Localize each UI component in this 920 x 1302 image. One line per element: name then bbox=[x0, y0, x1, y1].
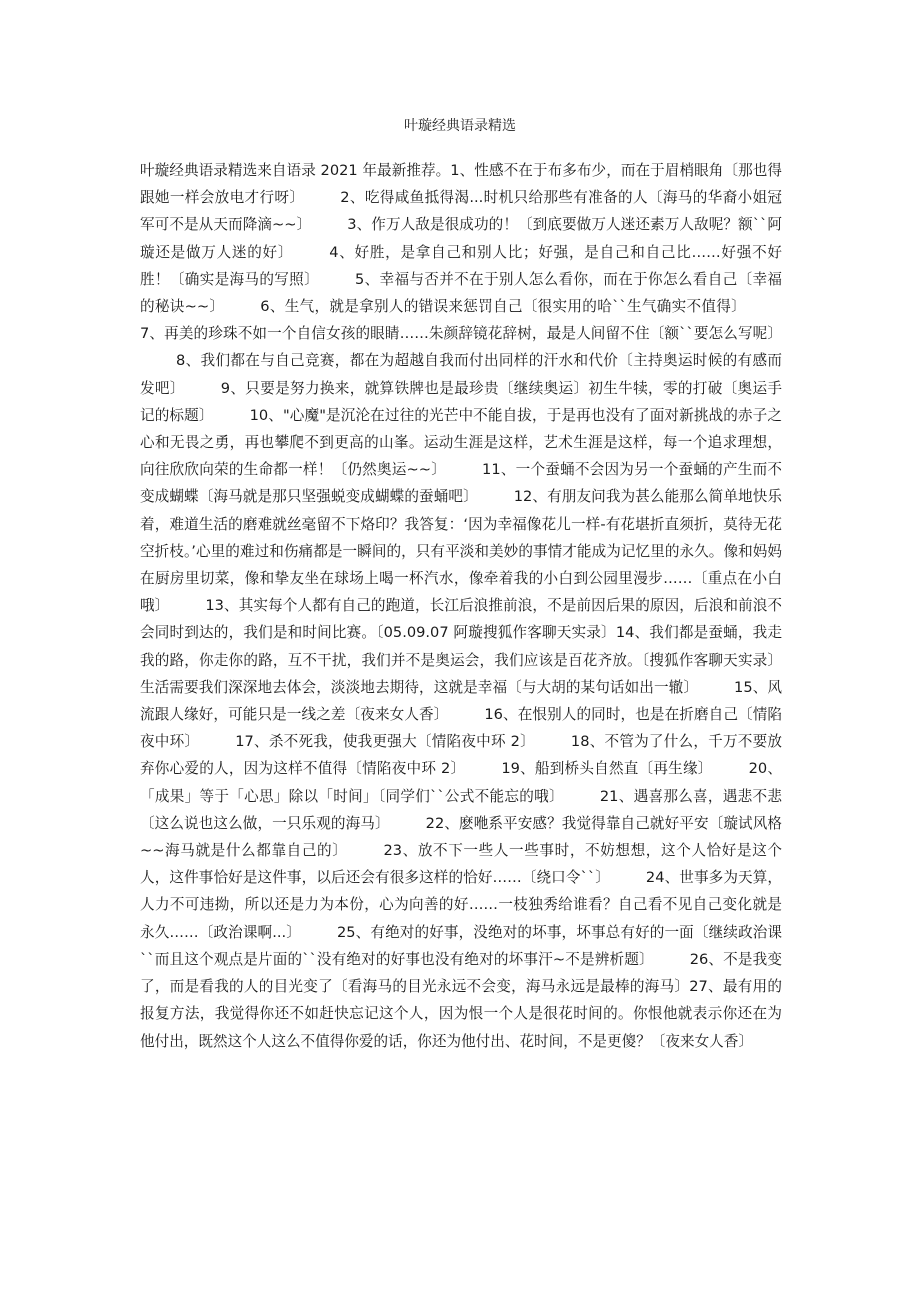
quote-segment: 9、只要是努力换来，就算铁牌也是最珍贵〔继续奥运〕初生牛犊，零的打破〔奥运手记的标题〕 bbox=[140, 379, 782, 424]
quote-segment: 2、吃得咸鱼抵得渴...时机只给那些有准备的人〔海马的华裔小姐冠军可不是从天而降滴~~〕 bbox=[140, 189, 782, 234]
quote-segment: 20、「成果」等于「心思」除以「时间」〔同学们``公式不能忘的哦〕 bbox=[140, 760, 782, 805]
quote-segment: 23、放不下一些人一些事时，不妨想想，这个人恰好是这个人，这件事恰好是这件事，以后还会有很多这样的恰好……〔绕口令``〕 bbox=[140, 842, 782, 887]
quote-segment: 叶璇经典语录精选来自语录 2021 年最新推荐。1、性感不在于布多布少，而在于眉梢眼角〔那也得跟她一样会放电才行呀〕 bbox=[140, 162, 782, 207]
document-title: 叶璇经典语录精选 bbox=[404, 118, 516, 134]
quote-segment: 24、世事多为天算，人力不可违拗，所以还是力为本份，心为向善的好……一枝独秀给谁看？自己看不见自己变化就是永久……〔政治课啊...〕 bbox=[140, 869, 782, 941]
quote-segment: 26、不是我变了，而是看我的人的目光变了〔看海马的目光永远不会变，海马永远是最棒的海马〕 bbox=[140, 950, 782, 996]
quote-segment: 6、生气，就是拿别人的错误来惩罚自己〔很实用的哈``生气确实不值得〕 bbox=[260, 298, 746, 316]
quote-segment: 5、幸福与否并不在于别人怎么看你，而在于你怎么看自己〔幸福的秘诀~~〕 bbox=[140, 270, 782, 316]
quote-segment: 19、船到桥头自然直〔再生缘〕 bbox=[501, 760, 713, 778]
quote-segment: 4、好胜，是拿自己和别人比；好强，是自己和自己比……好强不好胜！〔确实是海马的写照〕 bbox=[140, 243, 782, 288]
quote-segment: 27、最有用的报复方法，我觉得你还不如赶快忘记这个人，因为恨一个人是很花时间的。你恨他就表示你还在为他付出，既然这个人这么不值得你爱的话，你还为他付出、花时间，不是更傻？〔夜来女人香〕 bbox=[140, 978, 782, 1050]
quote-segment: 10、"心魔"是沉沦在过往的光芒中不能自拔，于是再也没有了面对新挑战的赤子之心和无畏之勇，再也攀爬不到更高的山峯。运动生涯是这样，艺术生涯是这样，每一个追求理想，向往欣欣向荣的生命都一样！〔仍然奥运~~〕 bbox=[140, 406, 782, 479]
quote-segment: 25、有绝对的好事，没绝对的坏事，坏事总有好的一面〔继续政治课``而且这个观点是片面的``没有绝对的好事也没有绝对的坏事汗~不是辨析题〕 bbox=[140, 923, 783, 968]
quote-segment: 22、麽咃系平安感？我觉得靠自己就好平安〔璇试风格~~海马就是什么都靠自己的〕 bbox=[140, 814, 782, 860]
quote-segment: 14、我们都是蚕蛹，我走我的路，你走你的路，互不干扰，我们并不是奥运会，我们应该是百花齐放。〔搜狐作客聊天实录〕生活需要我们深深地去体会，淡淡地去期待，这就是幸福〔与大胡的某句话如出一辙〕 bbox=[140, 624, 782, 696]
quote-segment: 15、风流跟人缘好，可能只是一线之差〔夜来女人香〕 bbox=[140, 678, 782, 724]
quote-segment: 17、杀不死我，使我更强大〔情陷夜中环 2〕 bbox=[235, 733, 535, 751]
document-body bbox=[140, 157, 782, 1055]
quote-segment: 12、有朋友问我为甚么能那么简单地快乐着，难道生活的磨难就丝毫留不下烙印？我答复：‘因为幸福像花儿一样-有花堪折直须折，莫待无花空折枝。’心里的难过和伤痛都是一瞬间的，只有平淡和美妙的事情才能成为记忆里的永久。像和妈妈在厨房里切菜，像和挚友坐在球场上喝一杯汽水，像牵着我的小白到公园里漫步……〔重点在小白哦〕 bbox=[140, 488, 782, 615]
quote-segment: 18、不管为了什么，千万不要放弃你心爱的人，因为这样不值得〔情陷夜中环 2〕 bbox=[140, 733, 782, 778]
quote-segment: 7、再美的珍珠不如一个自信女孩的眼睛……朱颜辞镜花辞树，最是人间留不住〔额``要怎么写呢〕 bbox=[140, 325, 782, 343]
quote-segment: 3、作万人敌是很成功的！〔到底要做万人迷还素万人敌呢？额``阿璇还是做万人迷的好〕 bbox=[140, 216, 782, 261]
quote-segment: 11、一个蚕蛹不会因为另一个蚕蛹的产生而不变成蝴蝶〔海马就是那只坚强蜕变成蝴蝶的蚕蛹吧〕 bbox=[140, 461, 782, 506]
quote-segment: 8、我们都在与自己竞赛，都在为超越自我而付出同样的汗水和代价〔主持奥运时候的有感而发吧〕 bbox=[140, 352, 782, 397]
quote-segment: 16、在恨别人的同时，也是在折磨自己〔情陷夜中环〕 bbox=[140, 706, 782, 751]
quote-segment: 21、遇喜那么喜，遇悲不悲〔这么说也这么做，一只乐观的海马〕 bbox=[140, 787, 782, 832]
quote-segment: 13、其实每个人都有自己的跑道，长江后浪推前浪，不是前因后果的原因，后浪和前浪不会同时到达的，我们是和时间比赛。〔05.09.07 阿璇搜狐作客聊天实录〕 bbox=[140, 597, 782, 642]
